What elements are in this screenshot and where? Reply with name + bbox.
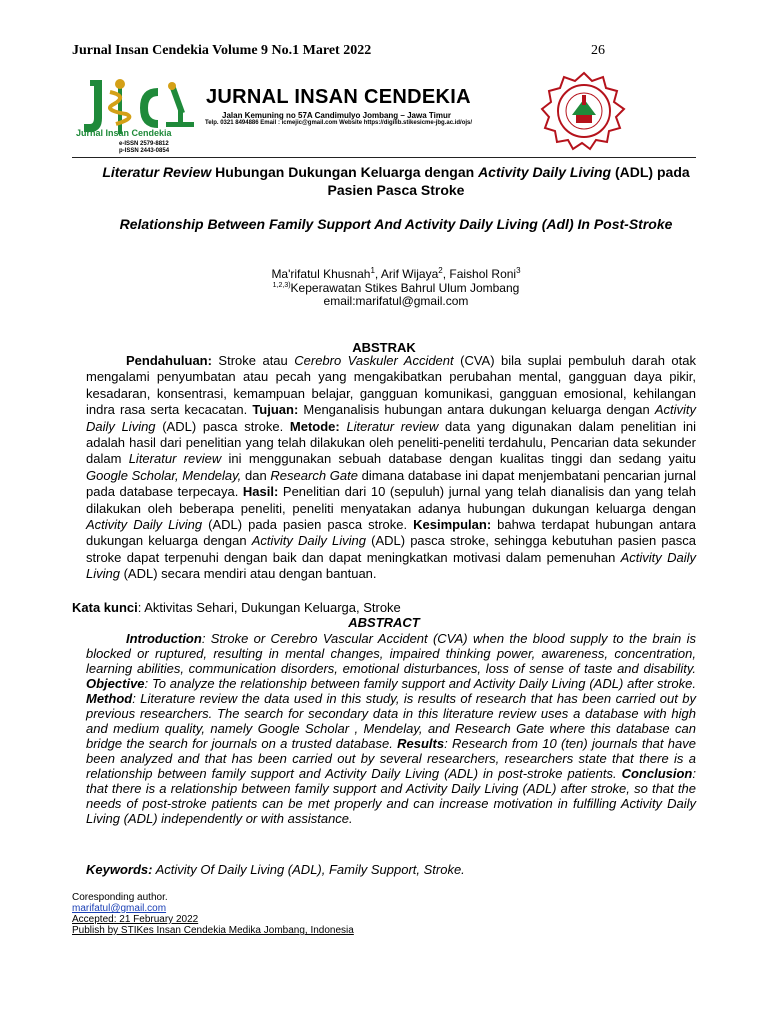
abstrak-body (86, 353, 696, 583)
footnote-publisher: Publish by STIKes Insan Cendekia Medika Jombang, Indonesia (72, 925, 354, 936)
abstrak-text: Stroke atau (211, 353, 295, 368)
author-3-sup: 3 (516, 266, 521, 275)
abstrak-italic: Cerebro Vaskuler Accident (294, 353, 454, 368)
kata-kunci-text: : Aktivitas Sehari, Dukungan Keluarga, Stroke (137, 600, 401, 615)
author-2: , Arif Wijaya (374, 267, 439, 281)
article-title-english: Relationship Between Family Support And Activity Daily Living (Adl) In Post-Stroke (119, 216, 673, 232)
abstrak-text: ini menggunakan sebuah database dengan kualitas tinggi dan sedang yaitu (221, 451, 696, 467)
kata-kunci-label: Kata kunci (72, 600, 138, 615)
abstrak-text: dimana database ini dapat menjembatani pencarian jurnal pada database terpecaya. (86, 467, 697, 500)
banner-contact: Telp. 0321 8494886 Email : icmejic@gmail.com Website https://digilib.stikesicme-jbg.ac.id/ojs/ (205, 120, 473, 126)
abstrak-text: Penelitian dari 10 (sepuluh) jurnal yang telah dianalisis dan yang telah dilakukan oleh beberapa peneliti, peneliti menyatakan adanya hubungan dukungan keluarga dengan (86, 484, 696, 516)
affiliation-text: Keperawatan Stikes Bahrul Ulum Jombang (290, 281, 520, 295)
abstrak-text: (ADL) pasca stroke. (155, 418, 290, 434)
abstract-body (86, 631, 696, 826)
abstrak-text: dan (241, 467, 271, 483)
abstrak-text: (ADL) pada pasien pasca stroke. (202, 517, 414, 533)
banner-address: Jalan Kemuning no 57A Candimulyo Jombang – Jawa Timur (222, 111, 451, 120)
abstrak-italic: Activity Daily Living (86, 517, 203, 533)
footnote-accepted: Accepted: 21 February 2022 (72, 914, 199, 925)
abstrak-italic: Literatur review (346, 418, 439, 434)
title-part1: Hubungan Dukungan Keluarga dengan (211, 164, 479, 180)
article-title-indonesian (96, 163, 696, 199)
abstrak-italic: Activity Daily Living (86, 402, 696, 434)
author-1: Ma'rifatul Khusnah (271, 267, 371, 281)
abstract-conclusion-label: Conclusion (621, 766, 693, 781)
abstrak-italic: Research Gate (270, 467, 358, 483)
logo-caption: Jurnal Insan Cendekia (76, 128, 172, 138)
abstrak-metode-label: Metode: (289, 418, 340, 434)
abstrak-text: (CVA) bila suplai pembuluh darah otak mengalami penyumbatan atau pecah yang mengakibatkan perubahan mental, gangguan daya pikir, kesadaran, konsentrasi, kemampuan belajar, gangguan komunikasi, gangguan emosional, kehilangan indra rasa serta kecacatan. (86, 353, 697, 418)
running-head: Jurnal Insan Cendekia Volume 9 No.1 Maret 2022 (72, 43, 372, 58)
abstrak-italic: Activity Daily Living (251, 533, 367, 549)
abstrak-pendahuluan-label: Pendahuluan: (126, 353, 212, 368)
pissn: p-ISSN 2443-0854 (119, 148, 170, 154)
abstrak-tujuan-label: Tujuan: (252, 402, 299, 418)
kata-kunci (72, 600, 401, 615)
affiliation (96, 279, 696, 295)
institution-seal (540, 71, 628, 151)
abstract-method-label: Method (86, 691, 133, 706)
header-rule (72, 157, 696, 158)
affiliation-sup: 1,2,3) (272, 282, 291, 289)
abstract-text: : that there is a relationship between family support and Activity Daily Living (ADL) after stroke, so that the needs of post-stroke patients can be met properly and can increase motivation in fulfilling Activity Daily Living (ADL) independently or with assistance. (86, 766, 696, 826)
author-email: email:marifatul@gmail.com (323, 294, 469, 308)
abstrak-text: bahwa terdapat hubungan antara dukungan keluarga dengan (86, 517, 696, 549)
abstrak-italic: Literatur review (128, 451, 222, 467)
abstrak-hasil-label: Hasil: (242, 484, 279, 500)
abstract-text: : Literature review the data used in this study, is results of research that has been carried out by previous researchers. The search for secondary data in this literature review uses a database with high and medium quality, namely Google Scholar , Mendelay, and Research Gate where this database can bridge the search for journals on a trusted database. (86, 691, 696, 751)
title-italic-mid: Activity Daily Living (478, 164, 612, 180)
title-italic-lead: Literatur Review (102, 164, 212, 180)
keywords-text: Activity Of Daily Living (ADL), Family Support, Stroke. (152, 862, 465, 877)
abstract-text: : Research from 10 (ten) journals that have been analyzed and that has been carried out by several researchers, researchers state that there is a relationship between family support and Activity Daily Living (ADL) in post-stroke patients. (86, 736, 696, 781)
footnote-email-link[interactable]: marifatul@gmail.com (72, 903, 167, 914)
author-1-sup: 1 (370, 266, 375, 275)
abstract-paragraph (86, 631, 696, 826)
abstrak-kesimpulan-label: Kesimpulan: (413, 517, 492, 533)
seal-graphic (540, 71, 628, 151)
abstract-objective-label: Objective (86, 676, 145, 691)
abstrak-italic: Google Scholar, Mendelay, (86, 467, 242, 483)
eissn: e-ISSN 2579-8812 (119, 141, 169, 147)
abstrak-paragraph (86, 353, 696, 583)
keywords-label: Keywords: (86, 862, 153, 877)
abstract-text: : To analyze the relationship between family support and Activity Daily Living (ADL) after stroke. (144, 676, 696, 691)
abstrak-text: data yang digunakan dalam penelitian ini adalah hasil dari penelitian yang telah dilakukan oleh peneliti-peneliti terdahulu, Pencarian data sekunder dalam (86, 418, 696, 467)
keywords (86, 862, 465, 877)
abstract-results-label: Results (397, 736, 445, 751)
abstract-text: : Stroke or Cerebro Vascular Accident (CVA) when the blood supply to the brain is blocked or ruptured, resulting in mental changes, impaired thinking power, awareness, concentration, learning abilities, communication disorders, emotional disturbances, loss of sense of taste and disability. (86, 631, 696, 676)
footnote (72, 892, 354, 936)
abstrak-text: (ADL) pasca stroke, sehingga kebutuhan pasien pasca stroke dapat terpenuhi dengan baik dan dapat meningkatkan motivasi dalam pemenuhan (86, 533, 696, 565)
abstrak-heading: ABSTRAK (352, 340, 416, 355)
banner-title: JURNAL INSAN CENDEKIA (206, 86, 471, 108)
page-number: 26 (591, 43, 605, 58)
title-part2: (ADL) pada Pasien Pasca Stroke (327, 164, 690, 198)
footnote-corresponding: Coresponding author. (72, 892, 168, 903)
abstrak-italic: Activity Daily Living (86, 549, 696, 582)
abstrak-text: (ADL) secara mendiri atau dengan bantuan. (119, 566, 377, 582)
abstrak-text: Menganalisis hubungan antara dukungan keluarga dengan (298, 402, 655, 418)
author-3: , Faishol Roni (442, 267, 517, 281)
abstract-introduction-label: Introduction (126, 631, 202, 646)
author-2-sup: 2 (438, 266, 443, 275)
abstract-heading: ABSTRACT (348, 615, 420, 630)
